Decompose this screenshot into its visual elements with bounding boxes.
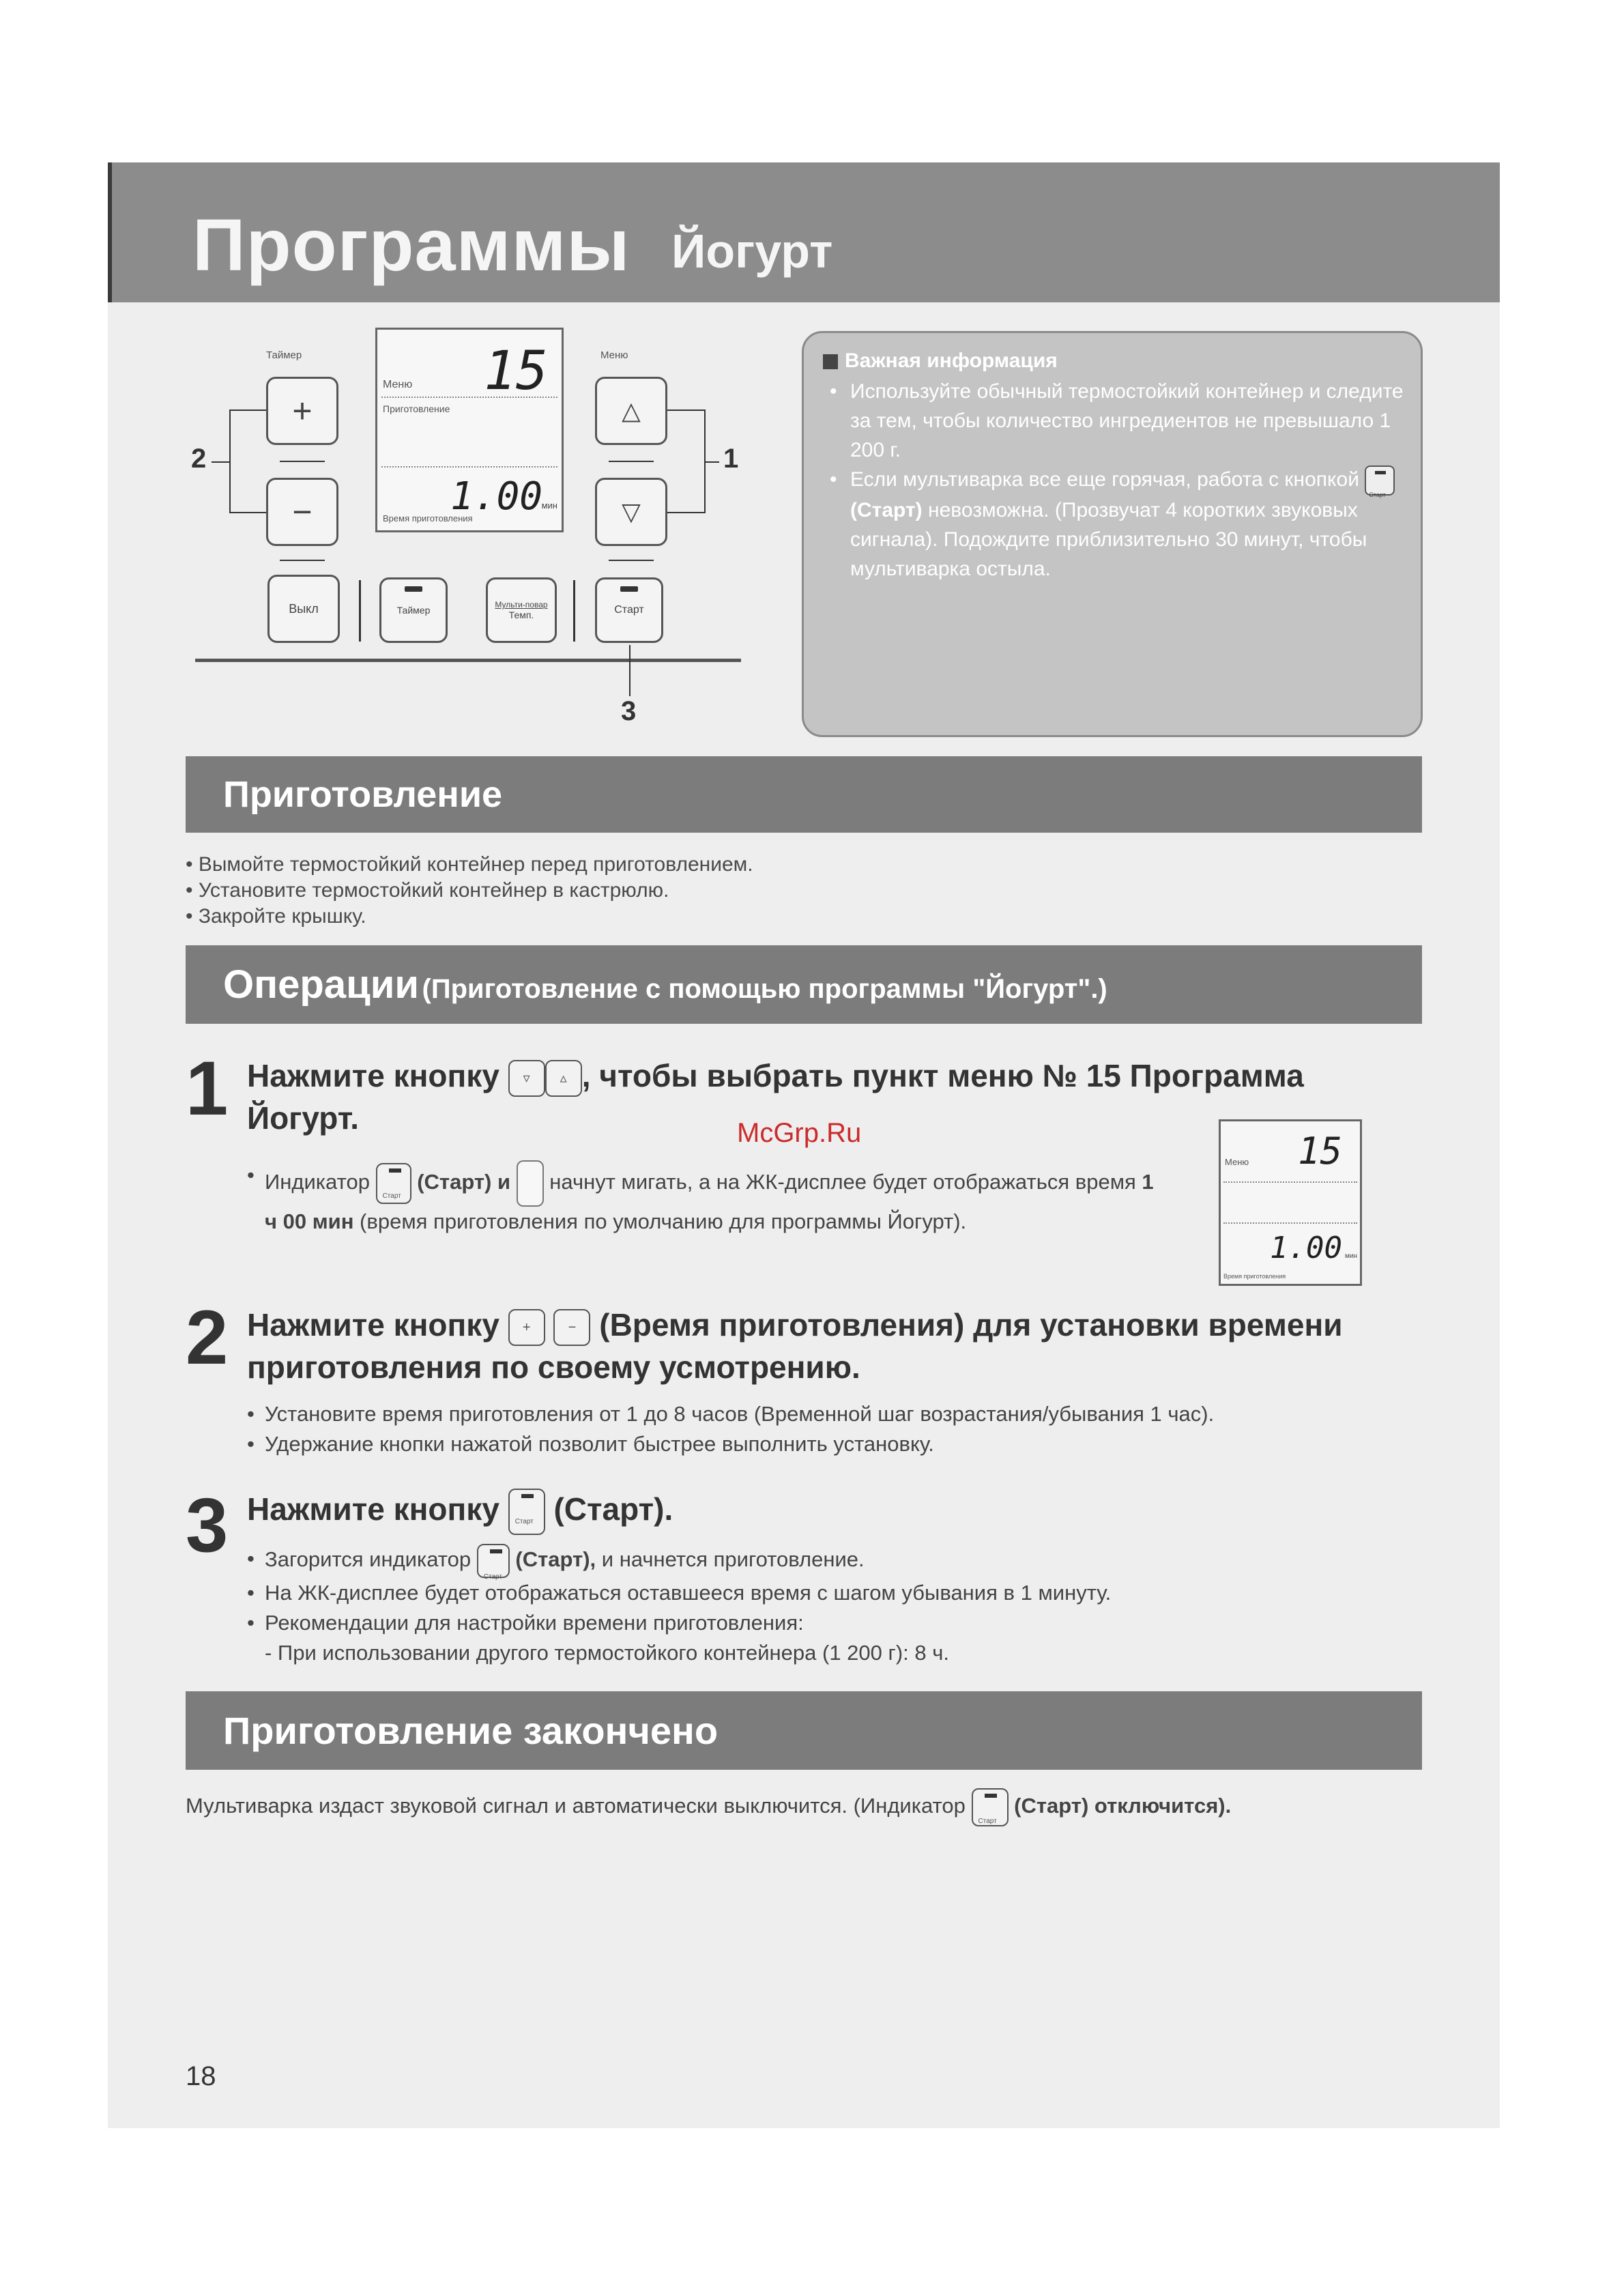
- step3-heading: [247, 1488, 1421, 1535]
- lcd-dotted-line: [1223, 1181, 1357, 1183]
- info-item-text: невозможна. (Прозвучат 4 коротких звуковых сигнала). Подождите приблизительно 30 минут, чтобы мультиварка остыла.: [850, 499, 1367, 581]
- title-band: [108, 162, 1500, 302]
- lcd-display-small: [1219, 1119, 1362, 1286]
- step2-heading-text: (Время приготовления) для установки времени приготовления по своему усмотрению.: [247, 1307, 1343, 1385]
- bracket-line: [212, 461, 229, 463]
- done-text-part: Мультиварка издаст звуковой сигнал и автоматически выключится. (Индикатор: [186, 1794, 966, 1818]
- prep-list: [186, 852, 753, 930]
- divider: [280, 560, 325, 561]
- timer-button-label: Таймер: [396, 605, 431, 616]
- list-item: • Установите термостойкий контейнер в кастрюлю.: [186, 878, 753, 904]
- section-header-ops: [186, 945, 1422, 1024]
- info-item: [830, 465, 1404, 584]
- step2-heading-text: Нажмите кнопку: [247, 1307, 499, 1343]
- step3-heading-text: Нажмите кнопку: [247, 1491, 499, 1527]
- start-button-icon: [477, 1544, 510, 1581]
- info-title-text: Важная информация: [845, 349, 1058, 372]
- minus-button[interactable]: −: [266, 478, 338, 546]
- start-button[interactable]: [595, 577, 663, 643]
- step3-text-bold: (Старт),: [515, 1547, 596, 1572]
- step1-heading-text: Нажмите кнопку: [247, 1058, 499, 1093]
- lcd-time: 1.00: [1270, 1231, 1342, 1265]
- callout-1: 1: [723, 444, 739, 474]
- menu-label: Меню: [600, 349, 628, 361]
- timer-button[interactable]: [379, 577, 448, 643]
- divider: [359, 580, 361, 642]
- up-arrow-icon: ▵: [545, 1060, 582, 1097]
- step2-body: [247, 1399, 1421, 1459]
- lcd-dotted-line: [1223, 1222, 1357, 1224]
- lcd-unit: мин: [541, 500, 557, 511]
- lcd-menu-number: 15: [1297, 1130, 1342, 1173]
- info-item-text: Если мультиварка все еще горячая, работа с кнопкой: [850, 468, 1359, 491]
- step2-heading: [247, 1304, 1421, 1388]
- list-item: • Установите время приготовления от 1 до 8 часов (Временной шаг возрастания/убывания 1 час).: [247, 1399, 1421, 1429]
- section-header-done: Приготовление закончено: [186, 1691, 1422, 1770]
- page-title: Программы: [192, 203, 630, 286]
- bracket-line: [229, 410, 231, 513]
- ops-subtitle: (Приготовление с помощью программы "Йогурт".): [422, 974, 1107, 1004]
- divider: [609, 461, 654, 462]
- callout-3-line: [629, 645, 630, 696]
- start-button-icon: [1365, 465, 1395, 499]
- lcd-prep-label: Приготовление: [383, 403, 450, 414]
- section-header-prep: Приготовление: [186, 756, 1422, 833]
- step1-text: (время приготовления по умолчанию для программы Йогурт).: [360, 1209, 967, 1233]
- plus-icon: +: [508, 1309, 545, 1346]
- bracket-line: [704, 461, 719, 463]
- start-button-icon: [972, 1788, 1009, 1826]
- step-number: 2: [186, 1295, 229, 1380]
- list-item: [247, 1160, 1155, 1237]
- multicook-button[interactable]: [486, 577, 557, 643]
- down-arrow-icon: ▿: [508, 1060, 545, 1097]
- list-item: • На ЖК-дисплее будет отображаться оставшееся время с шагом убывания в 1 минуту.: [247, 1578, 1421, 1608]
- list-item: • Вымойте термостойкий контейнер перед приготовлением.: [186, 852, 753, 878]
- control-panel-diagram: [191, 334, 751, 744]
- page-number: 18: [186, 2061, 216, 2091]
- bracket-line: [667, 512, 704, 513]
- divider: [609, 560, 654, 561]
- step3-body: [247, 1544, 1421, 1668]
- info-title: [823, 349, 1404, 373]
- menu-down-button[interactable]: ▽: [595, 478, 667, 546]
- callout-3: 3: [621, 696, 637, 726]
- start-icon-label: Старт: [1369, 491, 1386, 499]
- list-item: • Удержание кнопки нажатой позволит быстрее выполнить установку.: [247, 1429, 1421, 1459]
- multicook-label: Мульти-повар: [495, 600, 548, 609]
- step-number: 1: [186, 1046, 229, 1131]
- divider: [573, 580, 575, 642]
- temp-label: Темп.: [508, 609, 534, 620]
- lcd-dotted-line: [381, 466, 557, 468]
- indicator-icon: [517, 1160, 544, 1207]
- step1-body: [247, 1160, 1155, 1237]
- page-subtitle: Йогурт: [671, 225, 833, 278]
- info-item: • Используйте обычный термостойкий контейнер и следите за тем, чтобы количество ингредиентов не превышало 1 200 г.: [830, 377, 1404, 465]
- start-icon-label: Старт: [382, 1192, 401, 1200]
- start-icon-label: Старт: [978, 1818, 997, 1825]
- list-subitem: - При использовании другого термостойкого контейнера (1 200 г): 8 ч.: [265, 1641, 949, 1665]
- ops-title: Операции: [223, 962, 420, 1007]
- bracket-line: [667, 410, 704, 411]
- step3-heading-text: (Старт).: [553, 1491, 673, 1527]
- step1-heading-text: , чтобы выбрать пункт меню № 15 Программа Йогурт.: [247, 1058, 1304, 1136]
- bracket-line: [229, 512, 266, 513]
- done-text-part: (Старт) отключится).: [1014, 1794, 1232, 1818]
- lcd-dotted-line: [381, 397, 557, 398]
- off-button[interactable]: Выкл: [267, 575, 340, 643]
- start-button-label: Старт: [614, 604, 644, 616]
- step-number: 3: [186, 1482, 229, 1568]
- minus-icon: −: [553, 1309, 590, 1346]
- lcd-menu-label: Меню: [1225, 1157, 1249, 1167]
- list-item: [247, 1544, 1421, 1581]
- timer-indicator-icon: [405, 586, 422, 592]
- done-text: [186, 1788, 1231, 1826]
- step1-text-bold: 1 ч 00 мин: [265, 1170, 1154, 1233]
- important-info-box: [802, 331, 1423, 737]
- plus-button[interactable]: +: [266, 377, 338, 445]
- start-button-icon: [508, 1489, 545, 1535]
- start-button-icon: [376, 1163, 411, 1204]
- menu-up-button[interactable]: △: [595, 377, 667, 445]
- start-icon-label: Старт: [483, 1573, 502, 1581]
- step3-text: Загорится индикатор: [265, 1547, 472, 1572]
- list-item: • Рекомендации для настройки времени приготовления:: [247, 1608, 1421, 1638]
- callout-2: 2: [191, 444, 207, 474]
- start-icon-label: Старт: [514, 1517, 534, 1525]
- lcd-menu-label: Меню: [383, 379, 413, 390]
- bracket-line: [229, 410, 266, 411]
- start-indicator-icon: [620, 586, 638, 592]
- step1-text: (Старт) и: [417, 1170, 511, 1194]
- timer-label: Таймер: [266, 349, 302, 361]
- lcd-time: 1.00: [450, 474, 542, 519]
- info-item-bold: (Старт): [850, 499, 923, 522]
- panel-base-line: [195, 659, 741, 662]
- lcd-menu-number: 15: [484, 341, 548, 402]
- list-item: • Закройте крышку.: [186, 904, 753, 930]
- lcd-unit: мин: [1345, 1252, 1357, 1260]
- step3-text: и начнется приготовление.: [601, 1547, 865, 1572]
- step1-text: начнут мигать, а на ЖК-дисплее будет отображаться время: [549, 1170, 1136, 1194]
- lcd-display: [375, 328, 564, 532]
- step1-text: Индикатор: [265, 1170, 370, 1194]
- lcd-cook-time-label: Время приготовления: [383, 513, 473, 523]
- watermark: McGrp.Ru: [737, 1118, 862, 1148]
- lcd-cook-time-label: Время приготовления: [1223, 1273, 1286, 1280]
- divider: [280, 461, 325, 462]
- square-bullet-icon: [823, 354, 838, 369]
